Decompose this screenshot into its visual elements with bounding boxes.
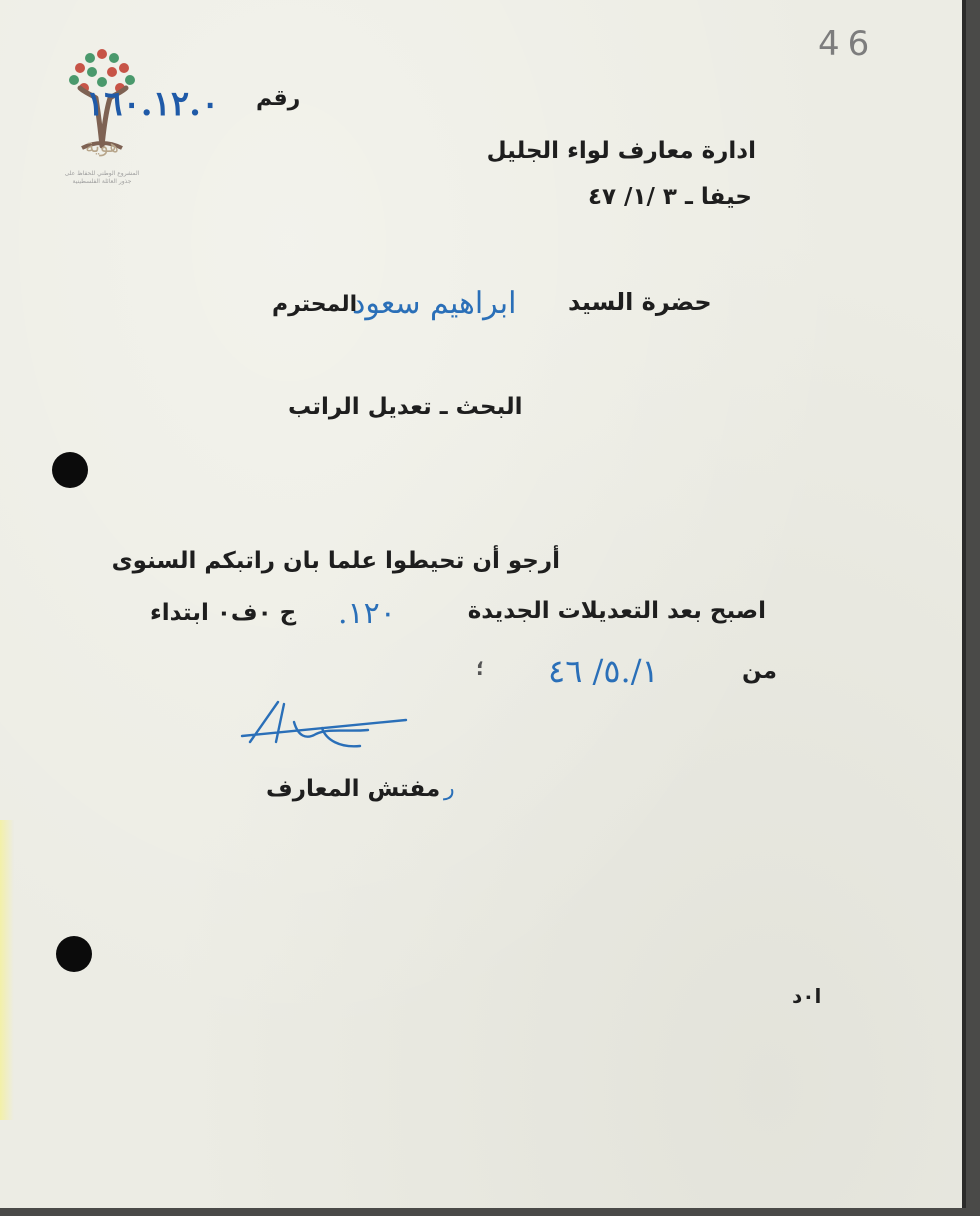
body-line-1: أرجو أن تحيطوا علما بان راتبكم السنوى <box>111 548 560 574</box>
place-and-date: حيفا ـ ٣ /١/ ٤٧ <box>587 184 752 210</box>
body-line-2-prefix: اصبح بعد التعديلات الجديدة <box>467 598 766 624</box>
punch-hole-bottom <box>56 936 92 972</box>
handwritten-signature <box>236 696 412 756</box>
addressee-name: ابراهيم سعود <box>352 286 517 321</box>
punch-hole-top <box>52 452 88 488</box>
page-number: 46 <box>818 24 878 64</box>
office-name: ادارة معارف لواء الجليل <box>486 138 756 164</box>
signature-title: مفتش المعارف <box>266 776 441 802</box>
body-line-3-end: ؛ <box>476 656 484 680</box>
body-line-2-suffix: ج ٠ف٠ ابتداء <box>150 600 297 626</box>
addressee-prefix: حضرة السيد <box>568 288 712 316</box>
reference-label: رقم <box>256 86 301 111</box>
signature-title-prefix: ر <box>444 776 455 801</box>
reference-number: ١٦٠.١٢.٠ <box>86 84 220 124</box>
logo-caption-line-1: المشروع الوطني للحفاظ على <box>64 170 140 177</box>
logo-caption-line-2: جذور العائلة الفلسطينية <box>72 178 132 185</box>
effective-date: ١/.٥/ ٤٦ <box>548 652 659 690</box>
paper-edge <box>0 820 14 1120</box>
addressee-suffix: المحترم <box>272 292 358 317</box>
salary-amount: ١٢٠. <box>338 596 396 631</box>
body-line-3-prefix: من <box>742 658 777 684</box>
logo-title: هوية <box>85 136 119 157</box>
footer-initials: ا٠د <box>792 984 822 1008</box>
subject-line: البحث ـ تعديل الراتب <box>288 394 523 420</box>
